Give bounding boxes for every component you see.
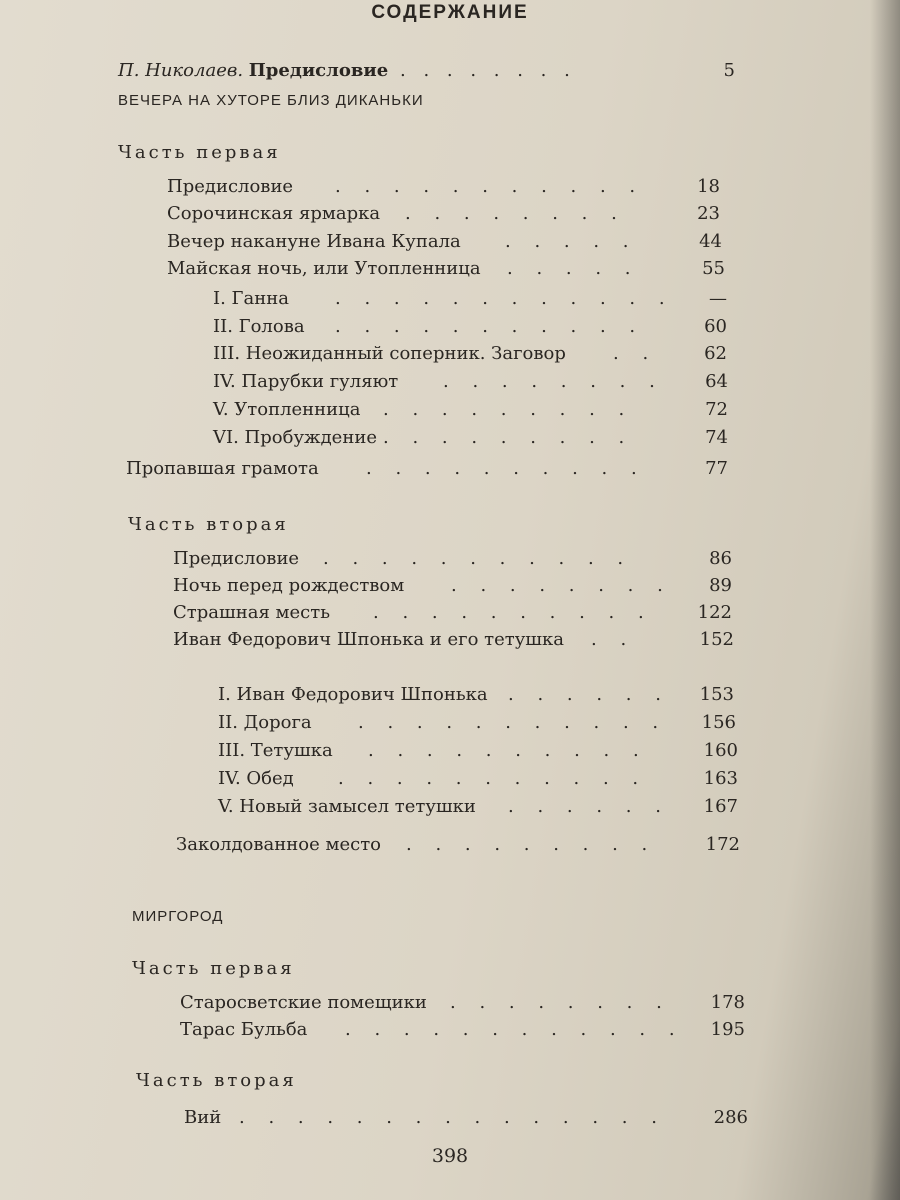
preface-label: Предисловие: [248, 60, 389, 81]
part-heading: Часть первая: [132, 958, 295, 979]
leader-dots: . . . . . . . .: [405, 203, 626, 224]
leader-dots: . . . . .: [507, 258, 640, 279]
toc-entry: [180, 1017, 745, 1043]
leader-dots: . . . . .: [505, 231, 638, 252]
toc-entry-title: IV. Обед: [218, 768, 294, 789]
toc-entry-title: Тарас Бульба: [180, 1019, 308, 1040]
toc-entry-title: III. Тетушка: [218, 740, 333, 761]
toc-entry: [167, 256, 725, 282]
leader-dots: . . . . . . . .: [451, 575, 672, 596]
section-heading-mirgorod: МИРГОРОД: [132, 908, 224, 925]
toc-entry: [167, 174, 720, 200]
toc-entry: [167, 229, 722, 255]
toc-entry-title: III. Неожиданный соперник. Заговор: [213, 343, 566, 364]
toc-entry-title: VI. Пробуждение: [213, 427, 377, 448]
toc-entry: [173, 627, 734, 653]
toc-entry-title: II. Голова: [213, 316, 305, 337]
toc-entry-title: Майская ночь, или Утопленница: [167, 258, 481, 279]
toc-entry-title: Вий: [184, 1107, 222, 1128]
page-number: 195: [710, 1019, 745, 1040]
leader-dots: . . . . . . . . . .: [373, 602, 653, 623]
leader-dots: . . . . . . . . .: [383, 399, 634, 420]
leader-dots: . . . . . . . . . . .: [358, 712, 668, 733]
page-number: 23: [697, 203, 720, 224]
toc-entry: [213, 369, 728, 395]
toc-entry-title: Сорочинская ярмарка: [167, 203, 381, 224]
page-number: 160: [703, 740, 738, 761]
toc-entry: [126, 456, 728, 482]
page-number: 167: [703, 796, 738, 817]
toc-entry-title: Предисловие: [167, 176, 294, 197]
toc-entry: [218, 682, 734, 708]
toc-entry: [218, 738, 738, 764]
page-number: 89: [709, 575, 732, 596]
toc-entry: [213, 314, 727, 340]
toc-entry: [173, 546, 732, 572]
toc-entry: [184, 1105, 748, 1131]
toc-entry: [213, 341, 727, 367]
toc-entry: [167, 201, 720, 227]
page-number: 122: [697, 602, 732, 623]
page-number: 74: [705, 427, 728, 448]
leader-dots: . . . . . . . . . . . .: [345, 1019, 684, 1040]
toc-entry: [218, 794, 738, 820]
leader-dots: . . . . . . . . .: [383, 427, 634, 448]
section-heading-dikanka: ВЕЧЕРА НА ХУТОРЕ БЛИЗ ДИКАНЬКИ: [118, 92, 424, 109]
page-number: 44: [699, 231, 722, 252]
toc-entry: [213, 286, 727, 312]
leader-dots: . . . . . . . .: [400, 60, 576, 81]
toc-entry: [218, 710, 736, 736]
page-number: 163: [703, 768, 738, 789]
page-gutter-shadow: [870, 0, 900, 1200]
part-heading: Часть вторая: [128, 514, 289, 535]
leader-dots: . . . . . . . . . . .: [323, 548, 633, 569]
page-number: 5: [723, 60, 735, 81]
toc-entry-title: Предисловие: [173, 548, 300, 569]
leader-dots: . . . . . . . . . .: [366, 458, 646, 479]
toc-entry-title: V. Новый замысел тетушки: [218, 796, 476, 817]
leader-dots: . .: [613, 343, 658, 364]
page-number: 152: [699, 629, 734, 650]
leader-dots: . . . . . . . . . .: [368, 740, 648, 761]
leader-dots: . . . . . . . . . . .: [338, 768, 648, 789]
part-heading: Часть первая: [118, 142, 281, 163]
leader-dots: . . . . . . . . . . .: [335, 176, 645, 197]
page-number: 86: [709, 548, 732, 569]
page-number: 77: [705, 458, 728, 479]
toc-entry-title: V. Утопленница: [213, 399, 361, 420]
leader-dots: . . . . . . . . .: [406, 834, 657, 855]
toc-entry: [173, 600, 732, 626]
leader-dots: . . . . . . . . . . . . . . .: [239, 1107, 666, 1128]
leader-dots: . . . . . .: [508, 796, 670, 817]
page-number: 18: [697, 176, 720, 197]
page-number: 172: [705, 834, 740, 855]
toc-entry: [213, 425, 728, 451]
toc-entry-title: II. Дорога: [218, 712, 312, 733]
toc-entry-title: I. Иван Федорович Шпонька: [218, 684, 488, 705]
leader-dots: . .: [591, 629, 636, 650]
toc-entry-title: Вечер накануне Ивана Купала: [167, 231, 461, 252]
toc-entry: [213, 397, 728, 423]
page-number: 286: [713, 1107, 748, 1128]
leader-dots: . . . . . .: [508, 684, 670, 705]
page-number: 55: [702, 258, 725, 279]
toc-entry: [180, 990, 745, 1016]
part-heading: Часть вторая: [136, 1070, 297, 1091]
page-number: 178: [710, 992, 745, 1013]
toc-entry: [176, 832, 740, 858]
preface-author: П. Николаев.: [118, 60, 244, 81]
page-number: 153: [699, 684, 734, 705]
page-number: 60: [704, 316, 727, 337]
page-number: —: [709, 288, 727, 309]
toc-entry: [218, 766, 738, 792]
page-number: 156: [701, 712, 736, 733]
toc-entry: [173, 573, 732, 599]
leader-dots: . . . . . . . . . . .: [335, 316, 645, 337]
page-folio: 398: [431, 1145, 469, 1167]
toc-entry-title: Заколдованное место: [176, 834, 381, 855]
page-number: 62: [704, 343, 727, 364]
leader-dots: . . . . . . . .: [450, 992, 671, 1013]
leader-dots: . . . . . . . .: [443, 371, 664, 392]
page-number: 64: [705, 371, 728, 392]
toc-entry-title: Пропавшая грамота: [126, 458, 319, 479]
toc-entry-title: Ночь перед рождеством: [173, 575, 405, 596]
page-number: 72: [705, 399, 728, 420]
leader-dots: . . . . . . . . . . . .: [335, 288, 674, 309]
toc-entry-title: Старосветские помещики: [180, 992, 427, 1013]
toc-entry-title: IV. Парубки гуляют: [213, 371, 399, 392]
toc-entry-title: I. Ганна: [213, 288, 289, 309]
toc-entry-title: Иван Федорович Шпонька и его тетушка: [173, 629, 565, 650]
toc-entry-preface: [118, 58, 758, 84]
toc-entry-title: Страшная месть: [173, 602, 331, 623]
page-title: СОДЕРЖАНИЕ: [371, 2, 529, 23]
